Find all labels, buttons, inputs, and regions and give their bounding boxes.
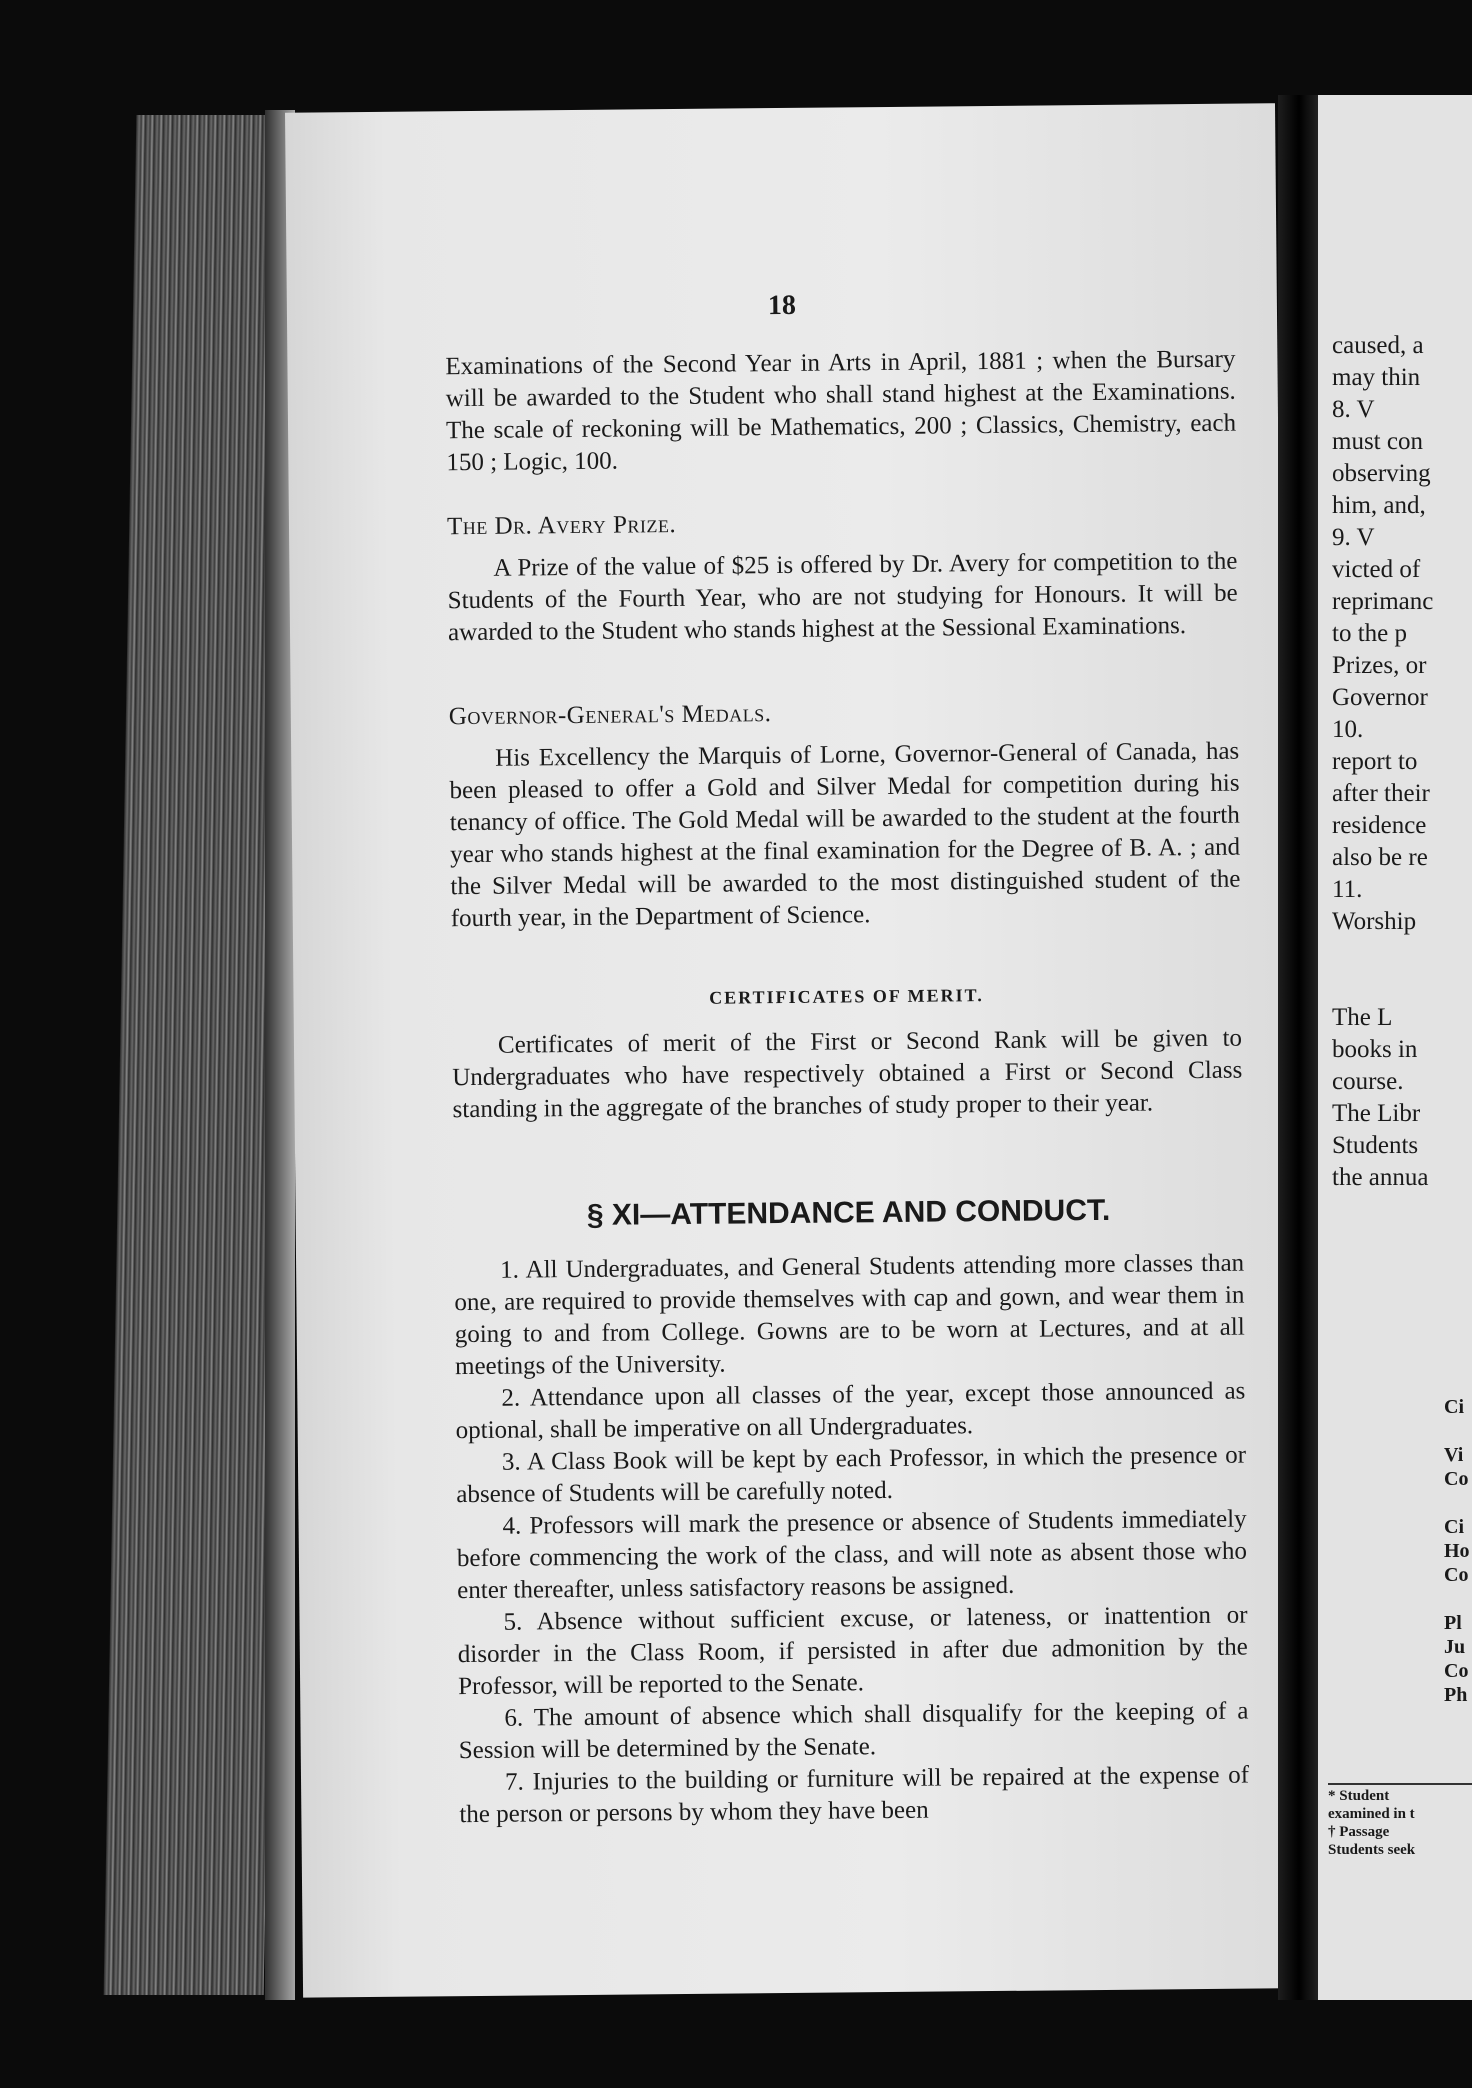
fragment-line bbox=[1444, 1419, 1472, 1443]
fragment-line: Co bbox=[1444, 1468, 1469, 1490]
rule-item bbox=[457, 1600, 1248, 1704]
fragment-line: 9. V bbox=[1332, 524, 1375, 551]
book-gutter bbox=[1278, 95, 1320, 2000]
fragment-line: 10. bbox=[1332, 716, 1364, 743]
fragment-line: 11. bbox=[1332, 876, 1363, 903]
right-page-fragment bbox=[1318, 95, 1472, 2000]
fragment-line: may thin bbox=[1332, 364, 1421, 391]
rule-number: 2. bbox=[501, 1384, 521, 1412]
avery-prize-heading: The Dr. Avery Prize. bbox=[446, 511, 677, 541]
avery-prize-text: A Prize of the value of $25 is offered by Dr. Avery for competition to the Students of the Fourth Year, who are not studying for Honours. It will be awarded to the Student who stands highest at the Sessional Examinations. bbox=[447, 547, 1238, 647]
fragment-line: Vi bbox=[1444, 1444, 1464, 1466]
fragment-line: Co bbox=[1444, 1660, 1469, 1682]
fragment-line: Governor bbox=[1332, 684, 1428, 711]
fragment-line: after their bbox=[1332, 780, 1430, 807]
certificates-text: Certificates of merit of the First or Second Rank will be given to Undergraduates who have respectively obtained a First or Second Class standing in the aggregate of the branches of study proper to their year. bbox=[452, 1024, 1243, 1124]
rule-text: Injuries to the building or furniture will be repaired at the expense of the person or persons by whom they have been bbox=[459, 1761, 1250, 1829]
fragment-line: Ho bbox=[1444, 1540, 1470, 1562]
right-page-table-fragment bbox=[1444, 1395, 1472, 1707]
rule-number: 4. bbox=[502, 1512, 522, 1540]
fragment-line: † Passage bbox=[1328, 1824, 1390, 1840]
fragment-line bbox=[1444, 1491, 1472, 1515]
rule-item bbox=[454, 1248, 1245, 1384]
fragment-line bbox=[1444, 1587, 1472, 1611]
fragment-line: residence bbox=[1332, 812, 1427, 839]
right-page-footnotes bbox=[1328, 1787, 1472, 1859]
avery-prize-section bbox=[447, 504, 1238, 650]
rules-list bbox=[454, 1248, 1249, 1832]
rule-item bbox=[456, 1504, 1247, 1608]
fragment-line: Ci bbox=[1444, 1516, 1464, 1538]
fragment-line: The Libr bbox=[1332, 1100, 1421, 1127]
fragment-line: Worship bbox=[1332, 908, 1417, 935]
governor-medals-heading: Governor-General's Medals. bbox=[448, 700, 772, 731]
fragment-line: Ju bbox=[1444, 1636, 1466, 1658]
rule-text: A Class Book will be kept by each Professor, in which the presence or absence of Students will be carefully noted. bbox=[456, 1441, 1247, 1509]
fragment-line bbox=[1332, 938, 1472, 970]
fragment-line: books in bbox=[1332, 1036, 1418, 1063]
fragment-line: The L bbox=[1332, 1004, 1393, 1031]
fragment-line: also be re bbox=[1332, 844, 1428, 871]
governor-medals-text: His Excellency the Marquis of Lorne, Governor-General of Canada, has been pleased to offer a Gold and Silver Medal for competition during his tenancy of office. The Gold Medal will be awarded to the student at the fourth year who stands highest at the final examination for the Degree of B. A. ; and the Silver Medal will be awarded to the most distinguished student of the fourth year, in the Department of Science. bbox=[449, 737, 1241, 933]
rule-number: 1. bbox=[500, 1256, 520, 1284]
rule-text: Attendance upon all classes of the year, except those announced as optional, shall be imperative on all Undergraduates. bbox=[455, 1377, 1246, 1445]
fragment-line: 8. V bbox=[1332, 396, 1375, 423]
rule-text: Professors will mark the presence or absence of Students immediately before commencing the work of the class, and will note as absent those who enter thereafter, unless satisfactory reasons be assigned. bbox=[456, 1505, 1248, 1605]
fragment-line: * Student bbox=[1328, 1788, 1390, 1804]
footnote-rule bbox=[1328, 1783, 1472, 1785]
intro-paragraph: Examinations of the Second Year in Arts in April, 1881 ; when the Bursary will be awarded to the Student who shall stand highest at the Examinations. The scale of reckoning will be Mathematics, 200 ; Classics, Chemistry, each 150 ; Logic, 100. bbox=[445, 345, 1237, 477]
rule-number: 3. bbox=[501, 1448, 521, 1476]
rule-item bbox=[455, 1376, 1246, 1448]
fragment-line: the annua bbox=[1332, 1164, 1429, 1191]
rule-text: Absence without sufficient excuse, or lateness, or inattention or disorder in the Class Room, if persisted in after due admonition by the Professor, will be reported to the Senate. bbox=[457, 1601, 1248, 1701]
fragment-line: Ci bbox=[1444, 1396, 1464, 1418]
fragment-line: caused, a bbox=[1332, 332, 1424, 359]
fragment-line bbox=[1332, 970, 1472, 1002]
fragment-line: Ph bbox=[1444, 1684, 1468, 1706]
rule-number: 7. bbox=[504, 1768, 524, 1796]
section-heading: § XI—ATTENDANCE AND CONDUCT. bbox=[586, 1193, 1111, 1232]
fragment-line: to the p bbox=[1332, 620, 1407, 647]
fragment-line: report to bbox=[1332, 748, 1418, 775]
intro-paragraph-block bbox=[445, 344, 1236, 480]
fragment-line: reprimanc bbox=[1332, 588, 1434, 615]
fragment-line: Prizes, or bbox=[1332, 652, 1427, 679]
fragment-line: must con bbox=[1332, 428, 1423, 455]
fragment-line: him, and, bbox=[1332, 492, 1426, 519]
fragment-line: examined in t bbox=[1328, 1806, 1415, 1822]
fragment-line: Students bbox=[1332, 1132, 1419, 1159]
fragment-line: course. bbox=[1332, 1068, 1404, 1095]
rule-text: All Undergraduates, and General Students attending more classes than one, are required to provide themselves with cap and gown, and wear them in going to and from College. Gowns are to be worn at Lectures, and at all meetings of the University. bbox=[454, 1249, 1245, 1381]
rule-item bbox=[458, 1696, 1249, 1768]
rule-number: 6. bbox=[504, 1704, 524, 1732]
rule-text: The amount of absence which shall disqualify for the keeping of a Session will be determined by the Senate. bbox=[458, 1697, 1249, 1765]
rule-item bbox=[459, 1760, 1250, 1832]
certificates-heading: CERTIFICATES OF MERIT. bbox=[709, 985, 984, 1008]
right-page-lines bbox=[1332, 330, 1472, 1194]
fragment-line: Pl bbox=[1444, 1612, 1462, 1634]
rule-number: 5. bbox=[503, 1608, 523, 1636]
certificates-section bbox=[451, 977, 1242, 1127]
rule-item bbox=[456, 1440, 1247, 1512]
governor-medals-section bbox=[449, 694, 1241, 936]
fragment-line: Co bbox=[1444, 1564, 1469, 1586]
main-page bbox=[285, 103, 1293, 1997]
fragment-line: Students seek bbox=[1328, 1842, 1416, 1858]
page-number: 18 bbox=[767, 289, 797, 322]
fragment-line: observing bbox=[1332, 460, 1431, 487]
attendance-section bbox=[453, 1194, 1249, 1832]
fragment-line: victed of bbox=[1332, 556, 1421, 583]
